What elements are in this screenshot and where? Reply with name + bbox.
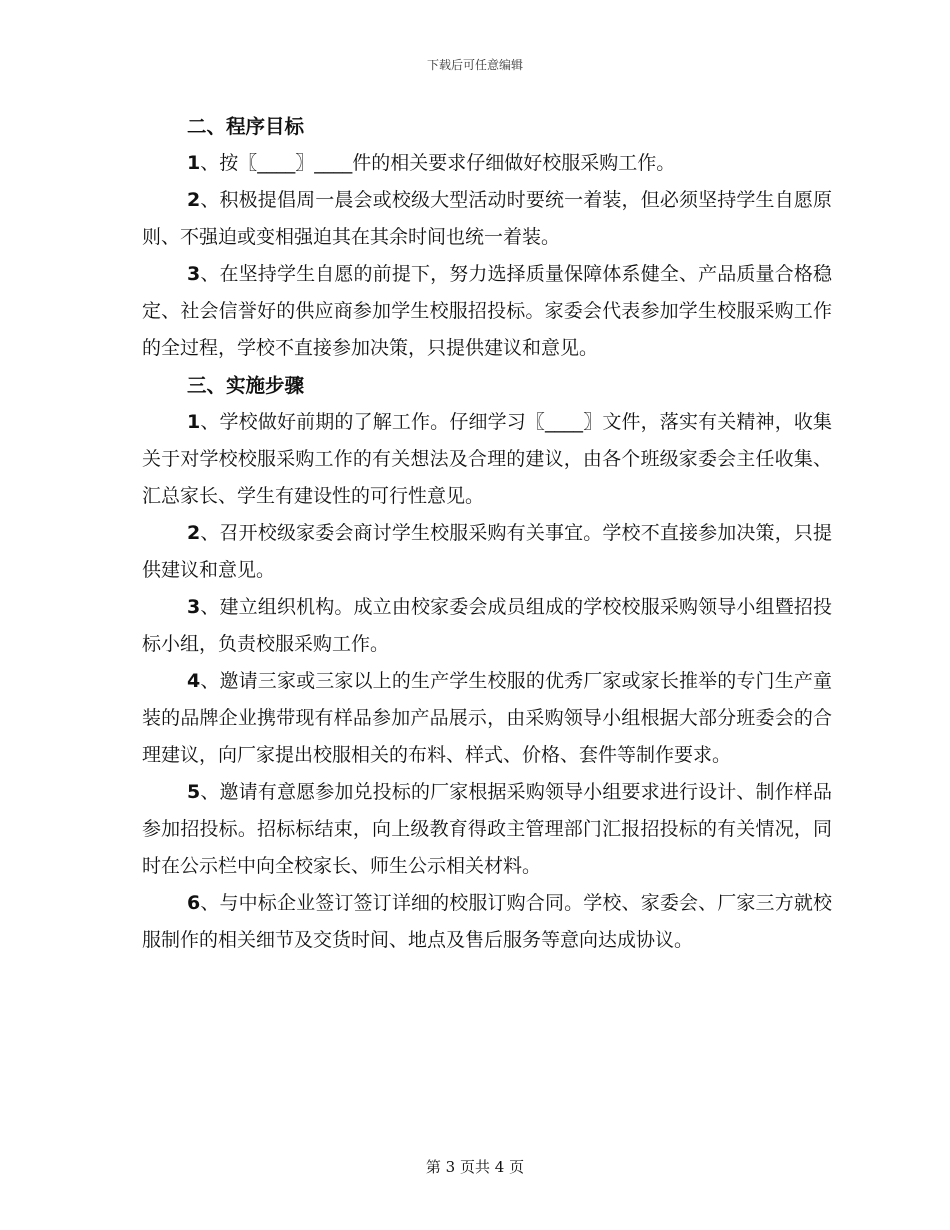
item-text: 、按〖____〗____件的相关要求仔细做好校服采购工作。 bbox=[200, 152, 676, 174]
step-item-2 bbox=[142, 515, 832, 589]
goal-item-3 bbox=[142, 256, 832, 367]
step-item-4 bbox=[142, 663, 832, 774]
item-number: 1 bbox=[187, 152, 201, 174]
step-item-1 bbox=[142, 404, 832, 515]
item-number: 3 bbox=[187, 263, 201, 285]
item-number: 6 bbox=[187, 892, 201, 914]
header-note: 下载后可任意编辑 bbox=[426, 58, 523, 72]
document-body bbox=[142, 108, 832, 959]
item-text: 、积极提倡周一晨会或校级大型活动时要统一着装，但必须坚持学生自愿原则、不强迫或变相强迫其在其余时间也统一着装。 bbox=[142, 189, 832, 248]
item-number: 2 bbox=[187, 189, 201, 211]
item-number: 2 bbox=[187, 522, 201, 544]
section-heading-steps: 三、实施步骤 bbox=[187, 374, 305, 397]
item-text: 、与中标企业签订签订详细的校服订购合同。学校、家委会、厂家三方就校服制作的相关细节及交货时间、地点及售后服务等意向达成协议。 bbox=[142, 892, 832, 951]
step-item-3 bbox=[142, 589, 832, 663]
step-item-6 bbox=[142, 885, 832, 959]
step-item-5 bbox=[142, 774, 832, 885]
section-heading-goals: 二、程序目标 bbox=[187, 115, 305, 138]
item-text: 、在坚持学生自愿的前提下，努力选择质量保障体系健全、产品质量合格稳定、社会信誉好的供应商参加学生校服招投标。家委会代表参加学生校服采购工作的全过程，学校不直接参加决策，只提供建议和意见。 bbox=[142, 263, 832, 359]
goal-item-1 bbox=[142, 145, 832, 182]
page-number: 第 3 页共 4 页 bbox=[425, 1158, 525, 1176]
item-text: 、建立组织机构。成立由校家委会成员组成的学校校服采购领导小组暨招投标小组，负责校服采购工作。 bbox=[142, 596, 832, 655]
item-number: 1 bbox=[187, 411, 201, 433]
item-number: 3 bbox=[187, 596, 201, 618]
item-text: 、召开校级家委会商讨学生校服采购有关事宜。学校不直接参加决策，只提供建议和意见。 bbox=[142, 522, 832, 581]
item-text: 、邀请有意愿参加兑投标的厂家根据采购领导小组要求进行设计、制作样品参加招投标。招标标结束，向上级教育得政主管理部门汇报招投标的有关情况，同时在公示栏中向全校家长、师生公示相关材料。 bbox=[142, 781, 832, 877]
item-text: 、邀请三家或三家以上的生产学生校服的优秀厂家或家长推举的专门生产童装的品牌企业携带现有样品参加产品展示，由采购领导小组根据大部分班委会的合理建议，向厂家提出校服相关的布料、样式、价格、套件等制作要求。 bbox=[142, 670, 832, 766]
item-text: 、学校做好前期的了解工作。仔细学习〖____〗文件，落实有关精神，收集关于对学校校服采购工作的有关想法及合理的建议，由各个班级家委会主任收集、汇总家长、学生有建设性的可行性意见。 bbox=[142, 411, 832, 507]
item-number: 4 bbox=[187, 670, 201, 692]
item-number: 5 bbox=[187, 781, 201, 803]
goal-item-2 bbox=[142, 182, 832, 256]
